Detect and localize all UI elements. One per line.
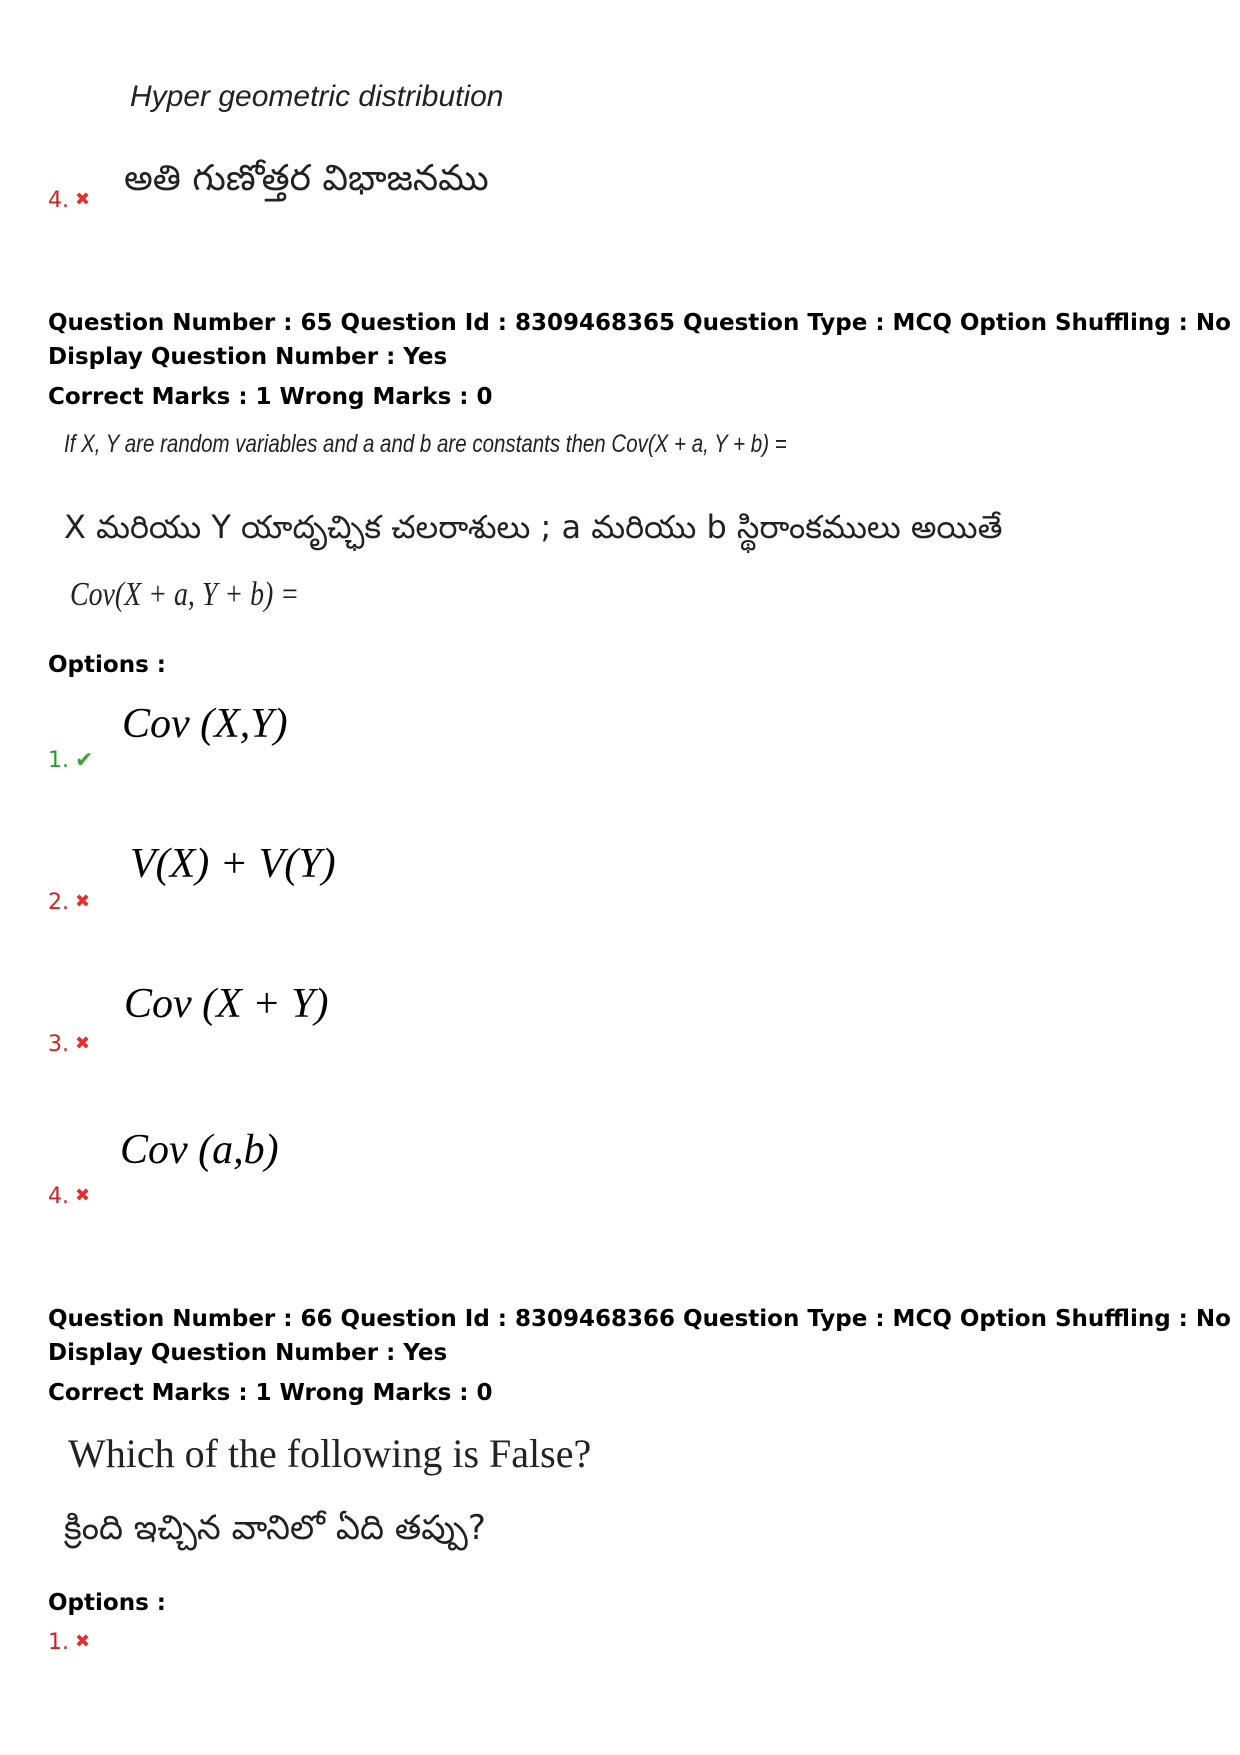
option-number: 4.: [48, 188, 69, 213]
option-number: 2.: [48, 890, 69, 915]
cross-icon: ✖: [75, 891, 91, 912]
cross-icon: ✖: [75, 1185, 91, 1206]
q65-marks: Correct Marks : 1 Wrong Marks : 0: [48, 384, 493, 410]
q65-option-2-text: V(X) + V(Y): [130, 841, 336, 887]
q66-options-label: Options :: [48, 1590, 166, 1616]
q65-option-2-number: [48, 890, 90, 915]
q65-option-1-text: Cov (X,Y): [122, 701, 288, 747]
q66-stem-telugu: క్రింది ఇచ్చిన వానిలో ఏది తప్పు?: [64, 1508, 486, 1548]
check-icon: ✔: [75, 748, 94, 773]
prev-option-4-english: Hyper geometric distribution: [130, 80, 504, 113]
prev-option-4-telugu: అతి గుణోత్తర విభాజనము: [124, 158, 489, 199]
cross-icon: ✖: [75, 1631, 91, 1652]
prev-option-4-number: [48, 188, 90, 213]
q65-stem-telugu: X మరియు Y యాదృచ్ఛిక చలరాశులు ; a మరియు b స్థిరాంకములు అయితే: [64, 508, 1003, 546]
q66-stem-english: Which of the following is False?: [68, 1431, 592, 1476]
q65-option-3-number: [48, 1032, 90, 1057]
cross-icon: ✖: [75, 189, 91, 210]
q65-option-4-number: [48, 1184, 90, 1209]
q65-stem-english: If X, Y are random variables and a and b are constants then Cov(X + a, Y + b) =: [64, 430, 787, 458]
q65-stem-formula: Cov(X + a, Y + b) =: [70, 576, 300, 613]
q66-option-1-number: [48, 1630, 90, 1655]
q65-option-1-number: [48, 748, 93, 773]
q65-option-4-text: Cov (a,b): [120, 1127, 279, 1173]
option-number: 1.: [48, 1630, 69, 1655]
q65-display-number: Display Question Number : Yes: [48, 344, 448, 370]
option-number: 1.: [48, 748, 69, 773]
q65-option-3-text: Cov (X + Y): [124, 981, 329, 1027]
q66-display-number: Display Question Number : Yes: [48, 1340, 448, 1366]
q65-meta-line: Question Number : 65 Question Id : 8309468365 Question Type : MCQ Option Shuffling : No: [48, 310, 1231, 336]
option-number: 4.: [48, 1184, 69, 1209]
option-number: 3.: [48, 1032, 69, 1057]
q66-meta-line: Question Number : 66 Question Id : 8309468366 Question Type : MCQ Option Shuffling : No: [48, 1306, 1231, 1332]
q65-options-label: Options :: [48, 652, 166, 678]
q66-marks: Correct Marks : 1 Wrong Marks : 0: [48, 1380, 493, 1406]
cross-icon: ✖: [75, 1033, 91, 1054]
